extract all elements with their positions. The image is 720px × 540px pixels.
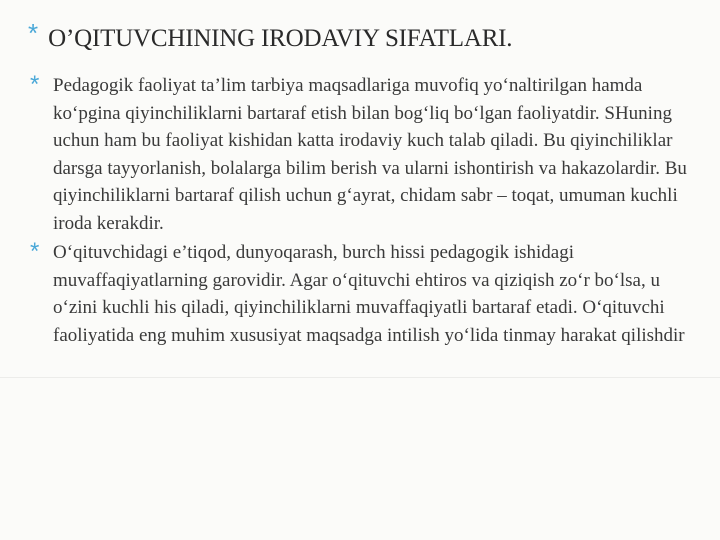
paragraph-text: O‘qituvchidagi e’tiqod, dunyoqarash, burch hissi pedagogik ishidagi muvaffaqiyatlarning garovidir. Agar o‘qituvchi ehtiros va qiziqish zo‘r bo‘lsa, u o‘zini kuchli his qiladi, qiyinchiliklarni muvaffaqiyatli bartaraf etadi. O‘qituvchi faoliyatida eng muhim xususiyat maqsadga intilish yo‘lida tinmay harakat qilishdir: [53, 242, 685, 346]
title-bullet-icon: *: [28, 18, 39, 48]
bullet-paragraph-1: [32, 72, 692, 237]
paragraph-text: Pedagogik faoliyat ta’lim tarbiya maqsadlariga muvofiq yo‘naltirilgan hamda ko‘pgina qiyinchiliklarni bartaraf etish bilan bog‘liq bo‘lgan faoliyatdir. SHuning uchun ham bu faoliyat kishidan katta irodaviy kuch talab qiladi. Bu qiyinchiliklar darsga tayyorlanish, bolalarga bilim berish va ularni ishontirish va hakazolardir. Bu qiyinchiliklarni bartaraf qilish uchun g‘ayrat, chidam sabr – toqat, umuman kuchli iroda kerakdir.: [53, 75, 687, 234]
background-divider: [0, 377, 720, 378]
bullet-paragraph-2: [32, 239, 692, 349]
slide-body: [32, 72, 692, 351]
slide-title-row: [28, 18, 698, 62]
bullet-icon: *: [30, 71, 40, 98]
bullet-icon: *: [30, 238, 40, 265]
slide-title: O’QITUVCHINING IRODAVIY SIFATLARI.: [48, 25, 513, 52]
